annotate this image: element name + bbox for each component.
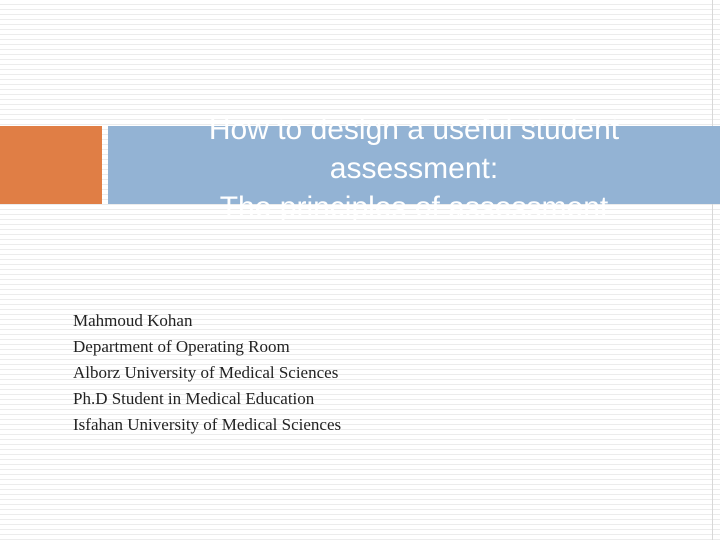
title-band [108, 113, 720, 224]
accent-block [0, 126, 102, 204]
presenter-institution: Isfahan University of Medical Sciences [73, 415, 342, 434]
presenter-department: Department of Operating Room [73, 337, 290, 356]
slide-title [108, 110, 720, 227]
title-line-3: The principles of assessment [219, 191, 609, 224]
title-line-1: How to design a useful student [208, 113, 620, 146]
right-border-line [712, 0, 713, 540]
presenter-degree: Ph.D Student in Medical Education [73, 389, 315, 408]
presenter-name: Mahmoud Kohan [73, 311, 193, 330]
presenter-info [73, 308, 341, 438]
presenter-university: Alborz University of Medical Sciences [73, 363, 339, 382]
title-line-2: assessment: [329, 152, 499, 185]
